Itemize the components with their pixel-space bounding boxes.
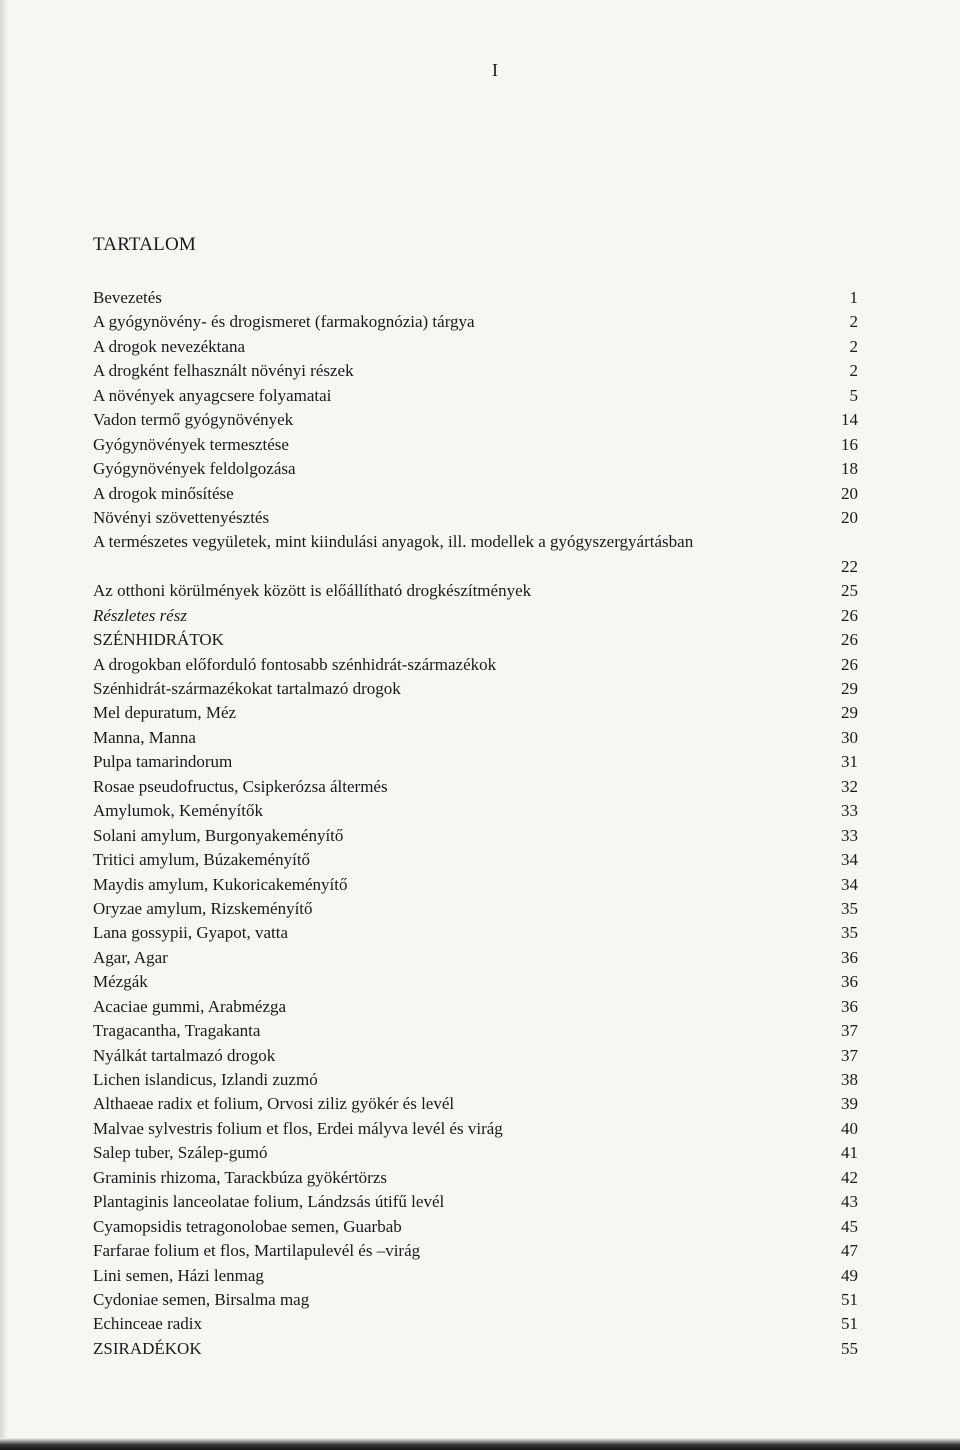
toc-entry xyxy=(93,628,858,652)
toc-entry-page: 34 xyxy=(841,874,858,894)
toc-entry xyxy=(93,995,858,1019)
toc-entry-text: Tragacantha, Tragakanta xyxy=(93,1021,261,1041)
toc-entry xyxy=(93,750,858,774)
toc-entry-text: Graminis rhizoma, Tarackbúza gyökértörzs xyxy=(93,1167,387,1187)
toc-entry-text: Pulpa tamarindorum xyxy=(93,752,233,772)
toc-entry-page: 41 xyxy=(841,1143,858,1163)
toc-entry-text: Részletes rész xyxy=(93,605,187,625)
toc-entry-page: 37 xyxy=(841,1021,858,1041)
toc-entry xyxy=(93,530,858,579)
toc-entry xyxy=(93,604,858,628)
toc-entry-page: 33 xyxy=(841,825,858,845)
toc-entry xyxy=(93,1337,858,1361)
toc-entry xyxy=(93,310,858,334)
toc-entry xyxy=(93,701,858,725)
page-number: I xyxy=(492,60,498,80)
toc-entry-page: 34 xyxy=(841,850,858,870)
toc-entry-page: 36 xyxy=(841,996,858,1016)
toc-entry-page: 29 xyxy=(841,703,858,723)
toc-entry-page: 32 xyxy=(841,776,858,796)
toc-title: TARTALOM xyxy=(93,234,196,255)
toc-entry xyxy=(93,1264,858,1288)
toc-entry-text: ZSIRADÉKOK xyxy=(93,1338,202,1358)
toc-entry-text: A gyógynövény- és drogismeret (farmakognózia) tárgya xyxy=(93,312,475,332)
toc-entry xyxy=(93,1044,858,1068)
toc-entry xyxy=(93,1190,858,1214)
toc-entry xyxy=(93,482,858,506)
toc-entry xyxy=(93,653,858,677)
toc-entry-page: 2 xyxy=(849,336,858,356)
toc-entry xyxy=(93,946,858,970)
toc-entry xyxy=(93,824,858,848)
toc-entry-text: Nyálkát tartalmazó drogok xyxy=(93,1045,276,1065)
toc-entry xyxy=(93,1239,858,1263)
toc-entry-text: Maydis amylum, Kukoricakeményítő xyxy=(93,874,348,894)
toc-entry-text: Az otthoni körülmények között is előállítható drogkészítmények xyxy=(93,581,532,601)
toc-entry xyxy=(93,1117,858,1141)
toc-entry xyxy=(93,1288,858,1312)
toc-entry-text: Plantaginis lanceolatae folium, Lándzsás útifű levél xyxy=(93,1192,445,1212)
toc-entry-text: Mel depuratum, Méz xyxy=(93,703,237,723)
toc-entry-page: 26 xyxy=(841,654,858,674)
toc-entry-text: Echinceae radix xyxy=(93,1314,203,1334)
toc-entry-page: 16 xyxy=(841,434,858,454)
scan-edge-bottom xyxy=(0,1438,960,1450)
toc-entry xyxy=(93,1141,858,1165)
toc-entry-page: 49 xyxy=(841,1265,858,1285)
toc-entry-text: Bevezetés xyxy=(93,288,162,307)
toc-entry-page: 26 xyxy=(841,605,858,625)
toc-entry xyxy=(93,848,858,872)
toc-entry xyxy=(93,1019,858,1043)
toc-entry xyxy=(93,384,858,408)
toc-entry-text: A drogként felhasznált növényi részek xyxy=(93,361,354,381)
toc-entry-text: Farfarae folium et flos, Martilapulevél és –virág xyxy=(93,1241,421,1261)
toc-list xyxy=(93,286,858,1361)
toc-entry-page: 30 xyxy=(841,727,858,747)
toc-entry-page: 43 xyxy=(841,1192,858,1212)
toc-entry xyxy=(93,726,858,750)
toc-entry xyxy=(93,359,858,383)
toc-entry xyxy=(93,1166,858,1190)
toc-entry-text: A természetes vegyületek, mint kiindulási anyagok, ill. modellek a gyógyszergyártásban xyxy=(93,532,694,552)
toc-entry-text: A drogokban előforduló fontosabb szénhidrát-származékok xyxy=(93,654,497,674)
toc-entry-page: 2 xyxy=(849,312,858,332)
toc-entry-page: 51 xyxy=(841,1314,858,1334)
toc-entry-text: Rosae pseudofructus, Csipkerózsa áltermés xyxy=(93,776,388,796)
toc-entry xyxy=(93,921,858,945)
toc-entry-page: 2 xyxy=(849,361,858,381)
toc-entry-text: Acaciae gummi, Arabmézga xyxy=(93,996,287,1016)
toc-entry-page: 29 xyxy=(841,679,858,699)
toc-entry-text: Solani amylum, Burgonyakeményítő xyxy=(93,825,344,845)
toc-entry-page: 35 xyxy=(841,923,858,943)
toc-entry-text: Mézgák xyxy=(93,972,148,992)
toc-entry-text: Althaeae radix et folium, Orvosi ziliz gyökér és levél xyxy=(93,1094,455,1114)
toc-entry-page: 42 xyxy=(841,1167,858,1187)
toc-entry-text: Tritici amylum, Búzakeményítő xyxy=(93,850,311,870)
toc-entry xyxy=(93,799,858,823)
toc-entry-text: Szénhidrát-származékokat tartalmazó drogok xyxy=(93,679,401,699)
toc-entry xyxy=(93,1068,858,1092)
toc-entry xyxy=(93,433,858,457)
toc-entry-page: 20 xyxy=(841,483,858,503)
toc-entry-text: A drogok nevezéktana xyxy=(93,336,245,356)
toc-entry xyxy=(93,1092,858,1116)
toc-entry-text: SZÉNHIDRÁTOK xyxy=(93,630,224,650)
toc-entry-text: Vadon termő gyógynövények xyxy=(93,410,294,430)
toc-entry-page: 35 xyxy=(841,898,858,918)
toc-entry xyxy=(93,579,858,603)
toc-entry-text: Oryzae amylum, Rizskeményítő xyxy=(93,898,313,918)
toc-entry xyxy=(93,457,858,481)
toc-entry-page: 40 xyxy=(841,1118,858,1138)
toc-entry-text: Cydoniae semen, Birsalma mag xyxy=(93,1289,310,1309)
toc-entry-text: Malvae sylvestris folium et flos, Erdei mályva levél és virág xyxy=(93,1118,503,1138)
toc-entry-page: 22 xyxy=(841,556,858,576)
toc-entry-text: A növények anyagcsere folyamatai xyxy=(93,385,332,405)
toc-entry-page: 18 xyxy=(841,459,858,479)
scan-edge-left xyxy=(0,0,8,1450)
toc-entry-text: Salep tuber, Szálep-gumó xyxy=(93,1143,268,1163)
toc-entry-page: 36 xyxy=(841,972,858,992)
toc-entry xyxy=(93,408,858,432)
toc-entry-text: Manna, Manna xyxy=(93,727,196,747)
toc-entry-page: 14 xyxy=(841,410,858,430)
toc-entry-page: 20 xyxy=(841,507,858,527)
toc-entry-page: 5 xyxy=(849,385,858,405)
toc-entry xyxy=(93,677,858,701)
toc-entry-page: 38 xyxy=(841,1070,858,1090)
toc-entry xyxy=(93,970,858,994)
toc-entry-page: 33 xyxy=(841,801,858,821)
toc-entry xyxy=(93,873,858,897)
toc-entry-page: 1 xyxy=(849,288,858,307)
toc-entry-text: Lini semen, Házi lenmag xyxy=(93,1265,264,1285)
toc-entry-text: Amylumok, Keményítők xyxy=(93,801,263,821)
toc-entry-page: 39 xyxy=(841,1094,858,1114)
toc-entry xyxy=(93,1215,858,1239)
toc-entry-page: 31 xyxy=(841,752,858,772)
toc-entry-text: A drogok minősítése xyxy=(93,483,234,503)
toc-entry xyxy=(93,335,858,359)
toc-entry-page: 26 xyxy=(841,630,858,650)
toc-entry-text: Gyógynövények termesztése xyxy=(93,434,289,454)
toc-entry-text: Növényi szövettenyésztés xyxy=(93,507,270,527)
toc-entry-text: Lana gossypii, Gyapot, vatta xyxy=(93,923,288,943)
toc-entry xyxy=(93,897,858,921)
toc-entry-text: Gyógynövények feldolgozása xyxy=(93,459,296,479)
toc-entry-page: 55 xyxy=(841,1338,858,1358)
toc-entry-page: 47 xyxy=(841,1241,858,1261)
toc-entry-text: Lichen islandicus, Izlandi zuzmó xyxy=(93,1070,318,1090)
toc-entry xyxy=(93,506,858,530)
toc-entry-text: Cyamopsidis tetragonolobae semen, Guarbab xyxy=(93,1216,402,1236)
toc-entry-page: 51 xyxy=(841,1289,858,1309)
toc-entry-page: 37 xyxy=(841,1045,858,1065)
toc-entry xyxy=(93,286,858,310)
toc-entry-page: 45 xyxy=(841,1216,858,1236)
toc-entry-page: 36 xyxy=(841,947,858,967)
toc-entry xyxy=(93,1312,858,1336)
toc-entry-page: 25 xyxy=(841,581,858,601)
toc-entry-text: Agar, Agar xyxy=(93,947,168,967)
toc-entry xyxy=(93,775,858,799)
